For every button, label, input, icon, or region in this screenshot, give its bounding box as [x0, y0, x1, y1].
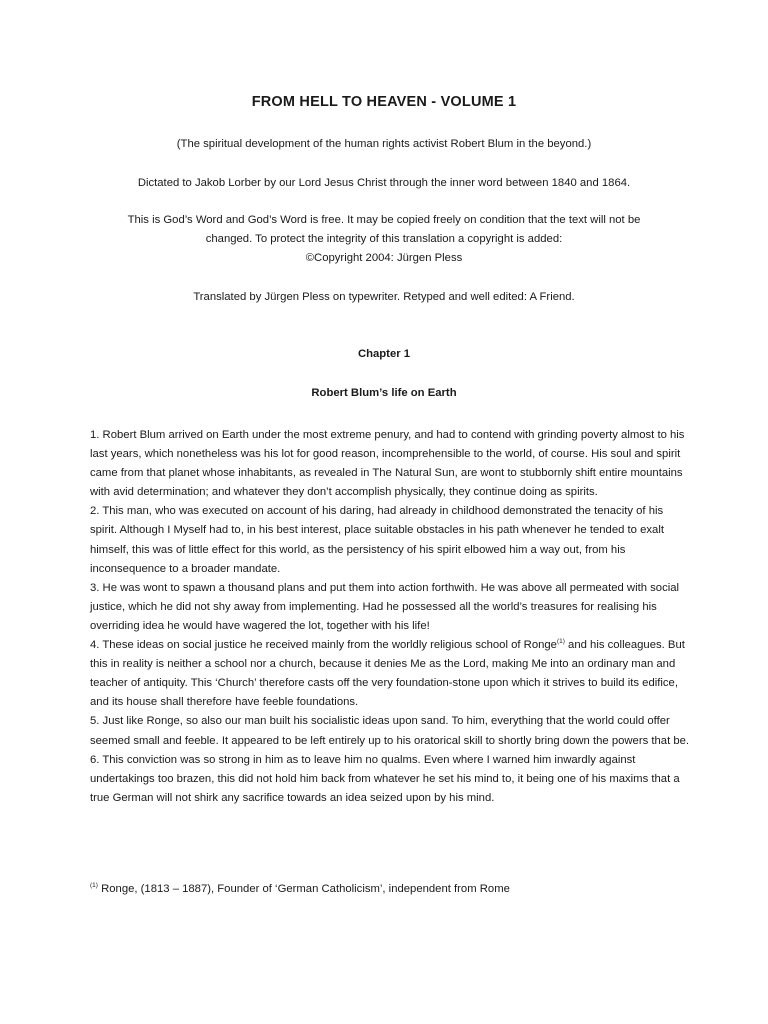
- rights-line-2: changed. To protect the integrity of this translation a copyright is added:: [205, 233, 563, 245]
- paragraph-4: [90, 636, 690, 712]
- paragraph-4-start: 4. These ideas on social justice he received mainly from the worldly religious school of Ronge: [90, 639, 557, 652]
- paragraph-6: 6. This conviction was so strong in him as to leave him no qualms. Even where I warned him inwardly against undertakings too brazen, this did not hold him back from whatever he set his mind to, it being one of his maxims that a true German will not shirk any sacrifice towards an idea seized upon by his mind.: [90, 753, 680, 804]
- chapter-label: Chapter 1: [357, 348, 411, 360]
- footnote-marker: (1): [90, 882, 98, 889]
- paragraph-4-end: and his colleagues. But this in reality is neither a school nor a church, because it denies Me as the Lord, making Me into an ordinary man and teacher of antiquity. This ‘Church’ therefore casts off the very foundation-stone upon which it strives to build its edifice, and its house shall therefore have feeble foundations.: [90, 639, 685, 709]
- subtitle: (The spiritual development of the human rights activist Robert Blum in the beyond.): [176, 138, 592, 150]
- rights-line-1: This is God’s Word and God’s Word is free. It may be copied freely on condition that the text will not be: [127, 214, 641, 226]
- chapter-title: Robert Blum’s life on Earth: [311, 387, 457, 399]
- paragraph-2: 2. This man, who was executed on account of his daring, had already in childhood demonstrated the tenacity of his spirit. Although I Myself had to, in his best interest, place suitable obstacles in his path whenever he tended to exalt himself, this was of little effect for this world, as the persistency of his spirit elbowed him a way out, from his inconsequence to a broader mandate.: [90, 505, 664, 575]
- copyright-line: ©Copyright 2004: Jürgen Pless: [305, 252, 463, 264]
- footnote-text: Ronge, (1813 – 1887), Founder of ‘German Catholicism’, independent from Rome: [97, 883, 510, 895]
- translation-note: Translated by Jürgen Pless on typewriter. Retyped and well edited: A Friend.: [193, 291, 575, 303]
- dictation-note: Dictated to Jakob Lorber by our Lord Jesus Christ through the inner word between 1840 and 1864.: [137, 177, 631, 189]
- paragraph-1: 1. Robert Blum arrived on Earth under the most extreme penury, and had to contend with grinding poverty almost to his last years, which nonetheless was his lot for good reason, incomprehensible to the world, of course. His soul and spirit came from that planet whose inhabitants, as revealed in The Natural Sun, are wont to stubbornly shift entire mountains with avid determination; and whatever they don’t accomplish physically, they continue doing as spirits.: [90, 429, 685, 499]
- document-title: FROM HELL TO HEAVEN - VOLUME 1: [251, 94, 517, 110]
- footnote: [90, 883, 690, 895]
- chapter-body: [90, 426, 690, 808]
- paragraph-5: 5. Just like Ronge, so also our man built his socialistic ideas upon sand. To him, everything that the world could offer seemed small and feeble. It appeared to be left entirely up to his oratorical skill to shortly bring down the powers that be.: [90, 715, 690, 747]
- footnote-reference: (1): [556, 638, 565, 646]
- paragraph-3: 3. He was wont to spawn a thousand plans and put them into action forthwith. He was above all permeated with social justice, which he did not shy away from implementing. Had he possessed all the world’s treasures for realising his overriding idea he would have wagered the lot, together with his life!: [90, 581, 680, 632]
